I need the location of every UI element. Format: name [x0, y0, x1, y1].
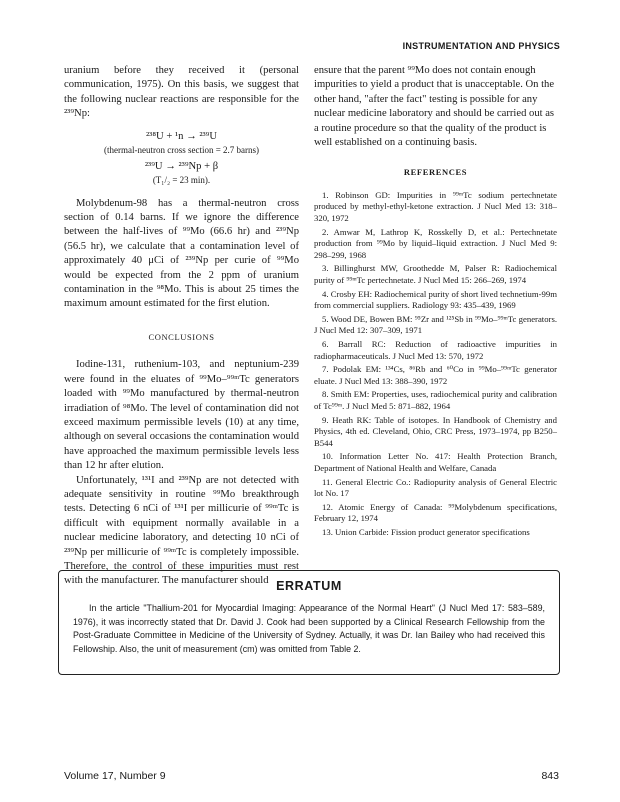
paragraph: Unfortunately, ¹³¹I and ²³⁹Np are not detected with adequate sensitivity in routine ⁹⁹Mo breakthrough tests. Detecting 6 nCi of ¹³¹I per millicurie of ⁹⁹ᵐTc is difficult with equipment normally available in a nuclear medicine laboratory, and detecting 10 nCi of ²³⁹Np per millicurie of ⁹⁹ᵐTc is completely impossible. Therefore, the control of these impurities must rest with the manufacturer. The manufacturer should	[64, 474, 299, 587]
paragraph: ensure that the parent ⁹⁹Mo does not contain enough impurities to yield a product that is unacceptable. On the other hand, "after the fact" testing is possible for any nuclear medicine laboratory and should be carried out as a routine procedure so that the quality of the product is well established on a continuing basis.	[314, 65, 555, 149]
reference-list	[314, 190, 557, 539]
equation: ²³⁹U → ²³⁹Np + β	[144, 160, 219, 172]
equation: ²³⁸U + ¹n → ²³⁹U	[145, 130, 218, 142]
reference-item: 12. Atomic Energy of Canada: ⁹⁹Molybdenum specifications, February 12, 1974	[314, 501, 557, 524]
page-number: 843	[541, 770, 559, 782]
reference-item: 7. Podolak EM: ¹³⁴Cs, ⁸⁶Rb and ⁶⁰Co in ⁹⁹Mo–⁹⁹ᵐTc generator eluate. J Nucl Med 13: 388–390, 1972	[314, 364, 557, 386]
running-header: INSTRUMENTATION AND PHYSICS	[402, 41, 560, 51]
paragraph: Molybdenum-98 has a thermal-neutron cross section of 0.14 barns. If we ignore the difference between the half-lives of ⁹⁹Mo (66.6 hr) and ²³⁹Np (56.5 hr), we calculate that a contamination level of approximately 40 μCi of ²³⁹Np per curie of ⁹⁹Mo would be expected from the 2 ppm of uranium contamination in the ⁹⁸Mo. This is about 25 times the maximum amount estimated for the first elution.	[64, 197, 299, 310]
reference-item: 13. Union Carbide: Fission product generator specifications	[322, 526, 530, 537]
paragraph: uranium before they received it (personal communication, 1975). On this basis, we suggest that the following nuclear reactions are responsible for the ²³⁹Np:	[64, 65, 299, 120]
right-column	[314, 64, 557, 540]
erratum-box	[58, 570, 560, 675]
erratum-text: In the article "Thallium-201 for Myocardial Imaging: Appearance of the Normal Heart" (J Nucl Med 17: 583–589, 1976), it was incorrectly stated that Dr. David J. Cook had been supported by a Clinical Research Fellowship from the Post-Graduate Committee in Medicine of the University of Sydney. Actually, it was Dr. Ian Bailey who had received this Fellowship. Also, the unit of measurement (cm) was omitted from Table 2.	[73, 603, 545, 654]
reference-item: 6. Barrall RC: Reduction of radioactive impurities in radiopharmaceuticals. J Nucl Med 13: 570, 1972	[314, 338, 557, 361]
erratum-title: ERRATUM	[276, 579, 342, 593]
equation-note: (T₁/₂ = 23 min).	[152, 174, 211, 185]
reference-item: 3. Billinghurst MW, Groothedde M, Palser R: Radiochemical purity of ⁹⁹ᵐTc pertechnetate. J Nucl Med 15: 266–269, 1974	[314, 263, 557, 285]
left-column	[64, 64, 299, 589]
reference-item: 8. Smith EM: Properties, uses, radiochemical purity and calibration of Tc⁹⁹ᵐ. J Nucl Med 5: 871–882, 1964	[314, 389, 557, 411]
references-heading: REFERENCES	[403, 167, 468, 178]
footer-volume: Volume 17, Number 9	[64, 770, 166, 782]
reference-item: 10. Information Letter No. 417: Health Protection Branch, Department of National Health and Welfare, Canada	[314, 451, 557, 473]
conclusions-heading: CONCLUSIONS	[148, 331, 215, 342]
reference-item: 9. Heath RK: Table of isotopes. In Handbook of Chemistry and Physics, 4th ed. Cleveland, Ohio, CRC Press, 1973–1974, pp B250–B544	[314, 414, 557, 448]
paragraph: Iodine-131, ruthenium-103, and neptunium-239 were found in the eluates of ⁹⁹Mo–⁹⁹ᵐTc generators loaded with ⁹⁹Mo manufactured by thermal-neutron irradiation of ⁹⁸Mo. The level of contamination did not exceed maximum permissible levels (10) at any time, although on several occasions the contamination would have approached the maximum permissible levels less than 12 hr after elution.	[64, 359, 299, 472]
reference-item: 1. Robinson GD: Impurities in ⁹⁹ᵐTc sodium pertechnetate produced by methyl-ethyl-ketone extraction. J Nucl Med 13: 318–320, 1972	[314, 189, 557, 224]
reference-item: 4. Crosby EH: Radiochemical purity of short lived technetium-99m from commercial suppliers. Radiology 93: 435–439, 1969	[314, 288, 557, 311]
equation-note: (thermal-neutron cross section = 2.7 barns)	[103, 144, 260, 155]
reference-item: 11. General Electric Co.: Radiopurity analysis of General Electric lot No. 17	[314, 476, 557, 499]
reference-item: 2. Amwar M, Lathrop K, Rosskelly D, et al.: Pertechnetate production from ⁹⁹Mo by liquid–liquid extraction. J Nucl Med 9: 298–299, 1968	[314, 226, 557, 260]
reference-item: 5. Wood DE, Bowen BM: ⁹⁵Zr and ¹²⁵Sb in ⁹⁹Mo–⁹⁹ᵐTc generators. J Nucl Med 12: 307–309, 1971	[314, 313, 557, 336]
